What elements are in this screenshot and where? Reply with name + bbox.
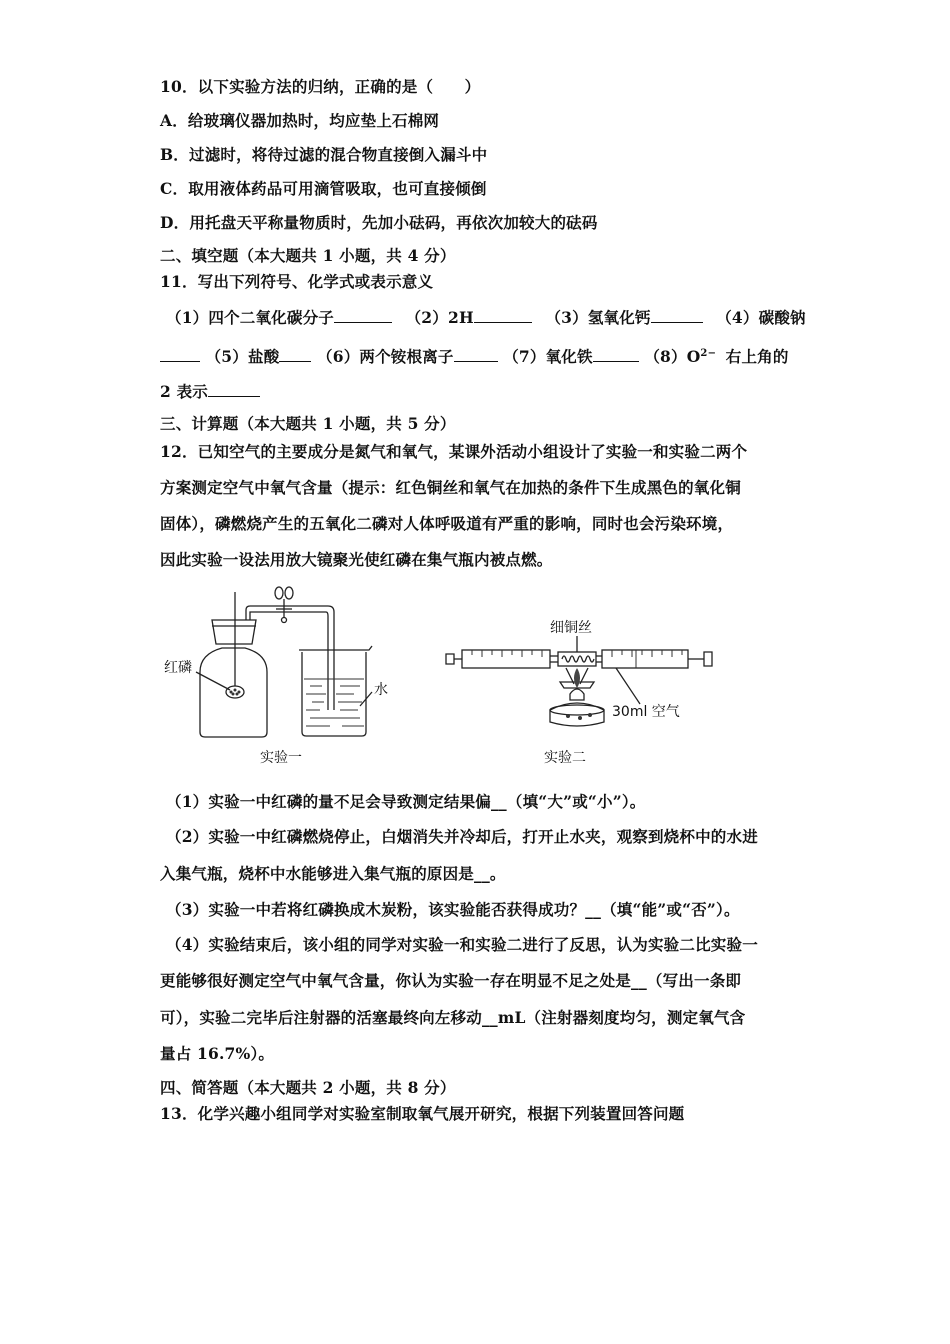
label-30ml-air: 30ml 空气: [612, 704, 680, 720]
answer-blank: [208, 380, 260, 397]
section-4-title: 四、简答题（本大题共 2 小题，共 8 分）: [160, 1078, 456, 1097]
answer-blank: [651, 306, 703, 323]
q10-stem: 10．以下实验方法的归纳，正确的是（ ）: [160, 77, 481, 96]
q12-sub-4-line-1: （4）实验结束后，该小组的同学对实验一和实验二进行了反思，认为实验二比实验一: [166, 935, 758, 954]
q12-sub-2-line-1: （2）实验一中红磷燃烧停止，白烟消失并冷却后，打开止水夹，观察到烧杯中的水进: [166, 827, 758, 846]
q12-para-line-4: 因此实验一设法用放大镜聚光使红磷在集气瓶内被点燃。: [160, 550, 553, 569]
q12-sub-2-line-2: 入集气瓶，烧杯中水能够进入集气瓶的原因是__。: [160, 864, 506, 883]
q10-option-d: D．用托盘天平称量物质时，先加小砝码，再依次加较大的砝码: [160, 213, 598, 232]
q11-stem: 11．写出下列符号、化学式或表示意义: [160, 272, 434, 291]
section-2-title: 二、填空题（本大题共 1 小题，共 4 分）: [160, 246, 456, 265]
q10-option-b: B．过滤时，将待过滤的混合物直接倒入漏斗中: [160, 145, 488, 164]
q11-item-1: （1）四个二氧化碳分子: [166, 308, 334, 327]
q11-item-7: （7）氧化铁: [503, 347, 593, 367]
label-water: 水: [374, 682, 388, 698]
q11-item-5: （5）盐酸: [205, 347, 280, 367]
q11-item-3: （3）氢氧化钙: [545, 308, 651, 327]
q12-sub-3: （3）实验一中若将红磷换成木炭粉，该实验能否获得成功？__（填“能”或“否”）。: [166, 900, 740, 919]
q12-sub-4-line-2: 更能够很好测定空气中氧气含量，你认为实验一存在明显不足之处是__（写出一条即: [160, 971, 742, 990]
section-3-title: 三、计算题（本大题共 1 小题，共 5 分）: [160, 414, 456, 433]
q12-para-line-3: 固体），磷燃烧产生的五氧化二磷对人体呼吸道有严重的影响，同时也会污染环境，: [160, 514, 734, 533]
q13-stem: 13．化学兴趣小组同学对实验室制取氧气展开研究，根据下列装置回答问题: [160, 1104, 685, 1123]
q12-sub-4-line-3: 可），实验二完毕后注射器的活塞最终向左移动__mL（注射器刻度均匀，测定氧气含: [160, 1008, 746, 1027]
q12-sub-1: （1）实验一中红磷的量不足会导致测定结果偏__（填“大”或“小”）。: [166, 792, 646, 811]
q11-line-3: [160, 380, 260, 403]
answer-blank: [279, 345, 311, 362]
answer-blank: [160, 345, 200, 362]
q10-option-a: A．给玻璃仪器加热时，均应垫上石棉网: [160, 111, 440, 130]
answer-blank: [474, 306, 532, 323]
experiment-1-diagram: [160, 582, 390, 772]
q11-line-1: [166, 306, 806, 329]
q11-item-8: [644, 347, 716, 366]
q11-item-4: （4）碳酸钠: [716, 308, 806, 327]
caption-experiment-2: 实验二: [544, 750, 586, 766]
q11-item-8-desc: 右上角的: [725, 347, 789, 367]
q11-item-6: （6）两个铵根离子: [317, 347, 454, 367]
experiment-2-diagram: [440, 612, 730, 772]
answer-blank: [334, 306, 392, 323]
answer-blank: [593, 345, 639, 362]
q12-sub-4-line-4: 量占 16.7%）。: [160, 1044, 275, 1063]
answer-blank: [454, 345, 498, 362]
q12-para-line-1: 12．已知空气的主要成分是氮气和氧气，某课外活动小组设计了实验一和实验二两个: [160, 442, 748, 461]
q11-line-2: [160, 343, 789, 368]
q10-option-c: C．取用液体药品可用滴管吸取，也可直接倾倒: [160, 179, 487, 198]
q11-item-2: （2）2H: [405, 308, 474, 327]
label-copper-wire: 细铜丝: [550, 620, 592, 636]
oxide-ion-charge: 2−: [700, 348, 717, 359]
caption-experiment-1: 实验一: [260, 750, 302, 766]
label-red-phosphorus: 红磷: [164, 660, 192, 676]
q11-item-8-tail: 2 表示: [160, 382, 208, 401]
q11-item-8-label: （8）O: [644, 347, 701, 367]
q12-para-line-2: 方案测定空气中氧气含量（提示：红色铜丝和氧气在加热的条件下生成黑色的氧化铜: [160, 478, 741, 497]
